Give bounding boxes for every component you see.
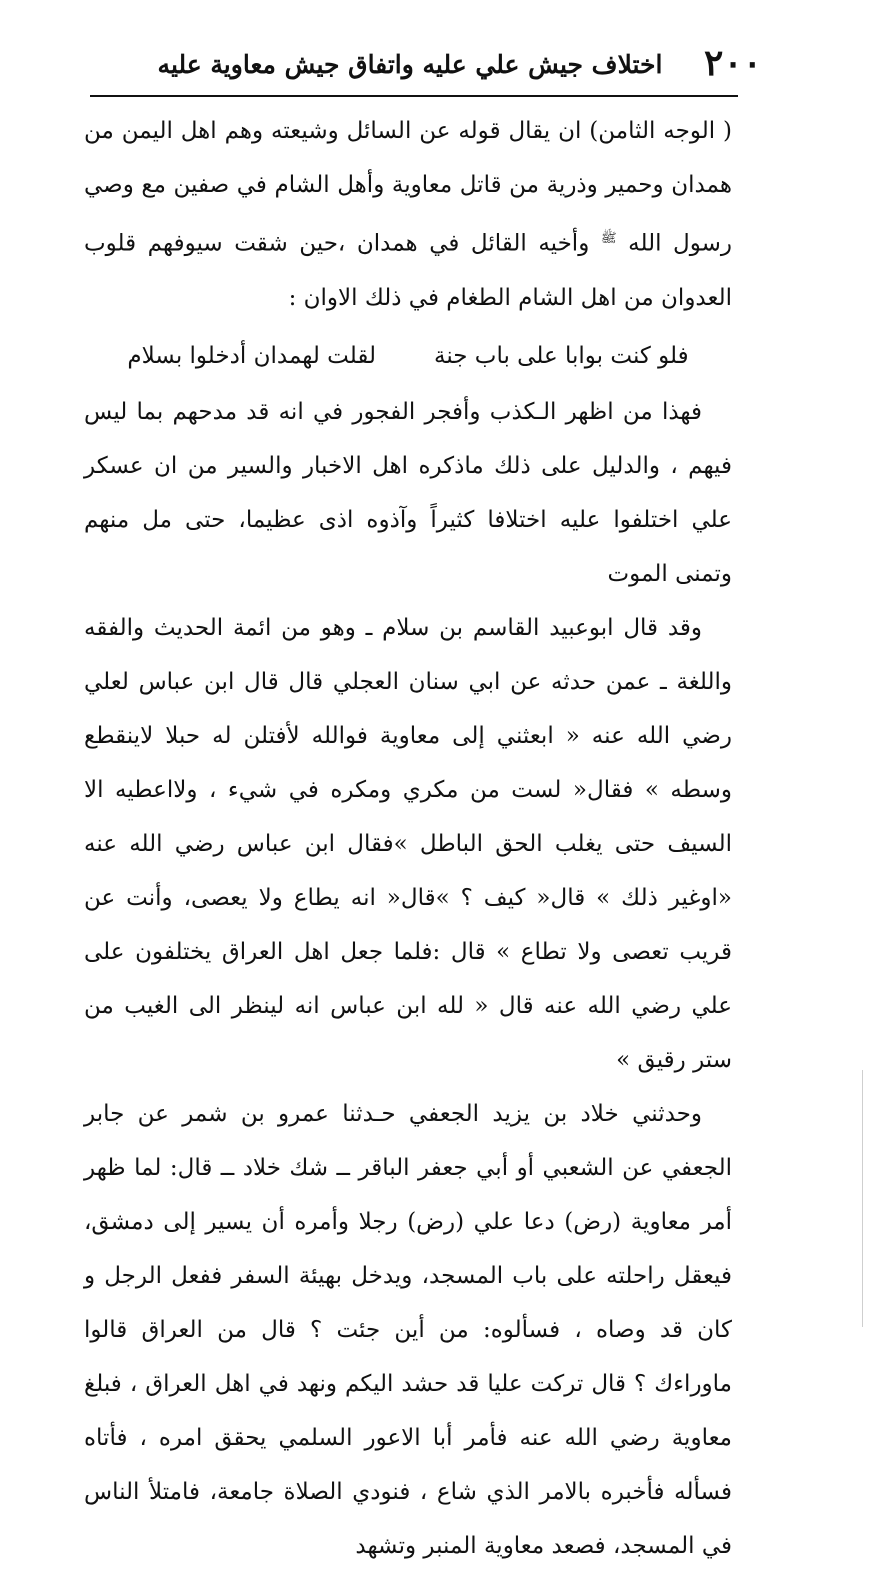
paragraph-text: وأخيه القائل في همدان ،حين شقت سيوفهم قلوب العدوان من اهل الشام الطغام في ذلك الاوان : — [84, 230, 732, 311]
page-number: ٢٠٠ — [703, 42, 762, 84]
running-title: اختلاف جيش علي عليه واتفاق جيش معاوية عليه — [157, 49, 663, 79]
paragraph-text: ( الوجه الثامن) ان يقال قوله عن السائل وشيعته وهم اهل اليمن من همدان وحمير وذرية من قاتل معاوية وأهل الشام في صفين مع وصي رسول الله — [84, 118, 732, 257]
paragraph: وقد قال ابوعبيد القاسم بن سلام ـ وهو من ائمة الحديث والفقه واللغة ـ عمن حدثه عن ابي سنان العجلي قال قال ابن عباس لعلي رضي الله عنه « ابعثني إلى معاوية فوالله لأفتلن له حبلا لاينقطع وسطه » فقال« لست من مكري ومكره في شيء ، ولااعطيه الا السيف حتى يغلب الحق الباطل »فقال ابن عباس رضي الله عنه «اوغير ذلك » قال« كيف ؟ »قال« انه يطاع ولا يعصى، وأنت عن قريب تعصى ولا تطاع » قال :فلما جعل اهل العراق يختلفون على علي رضي الله عنه قال « لله ابن عباس انه لينظر الى الغيب من ستر رقيق » — [84, 614, 732, 1073]
scan-edge-line — [862, 1070, 863, 1327]
paragraph: وحدثني خلاد بن يزيد الجعفي حـدثنا عمرو بن شمر عن جابر الجعفي عن الشعبي أو أبي جعفر الباقر ــ شك خلاد ــ قال: لما ظهر أمر معاوية (رض) دعا علي (رض) رجلا وأمره أن يسير إلى دمشق، فيعقل راحلته على باب المسجد، ويدخل بهيئة السفر ففعل الرجل و كان قد وصاه ، فسألوه: من أين جئت ؟ قال من العراق قالوا ماوراءك ؟ قال تركت عليا قد حشد اليكم ونهد في اهل العراق ، فبلغ معاوية رضي الله عنه فأمر أبا الاعور السلمي يحقق امره ، فأتاه فسأله فأخبره بالامر الذي شاع ، فنودي الصلاة جامعة، فامتلأ الناس في المسجد، فصعد معاوية المنبر وتشهد — [84, 1100, 732, 1559]
poetry-verse — [84, 325, 732, 385]
page-header — [90, 36, 790, 92]
paragraph: فهذا من اظهر الـكذب وأفجر الفجور في انه قد مدحهم بما ليس فيهم ، والدليل على ذلك ماذكره اهل الاخبار والسير من ان عسكر علي اختلفوا عليه اختلافا كثيراً وآذوه اذى عظيما، حتى مل منهم وتمنى الموت — [84, 398, 732, 587]
honorific-mark: ﷺ — [600, 231, 617, 246]
paragraph — [84, 104, 732, 325]
header-rule — [90, 95, 738, 97]
page-body — [84, 104, 732, 1573]
verse-hemistich-first: فلو كنت بوابا على باب جنة — [434, 342, 689, 369]
verse-hemistich-second: لقلت لهمدان أدخلوا بسلام — [127, 342, 376, 369]
